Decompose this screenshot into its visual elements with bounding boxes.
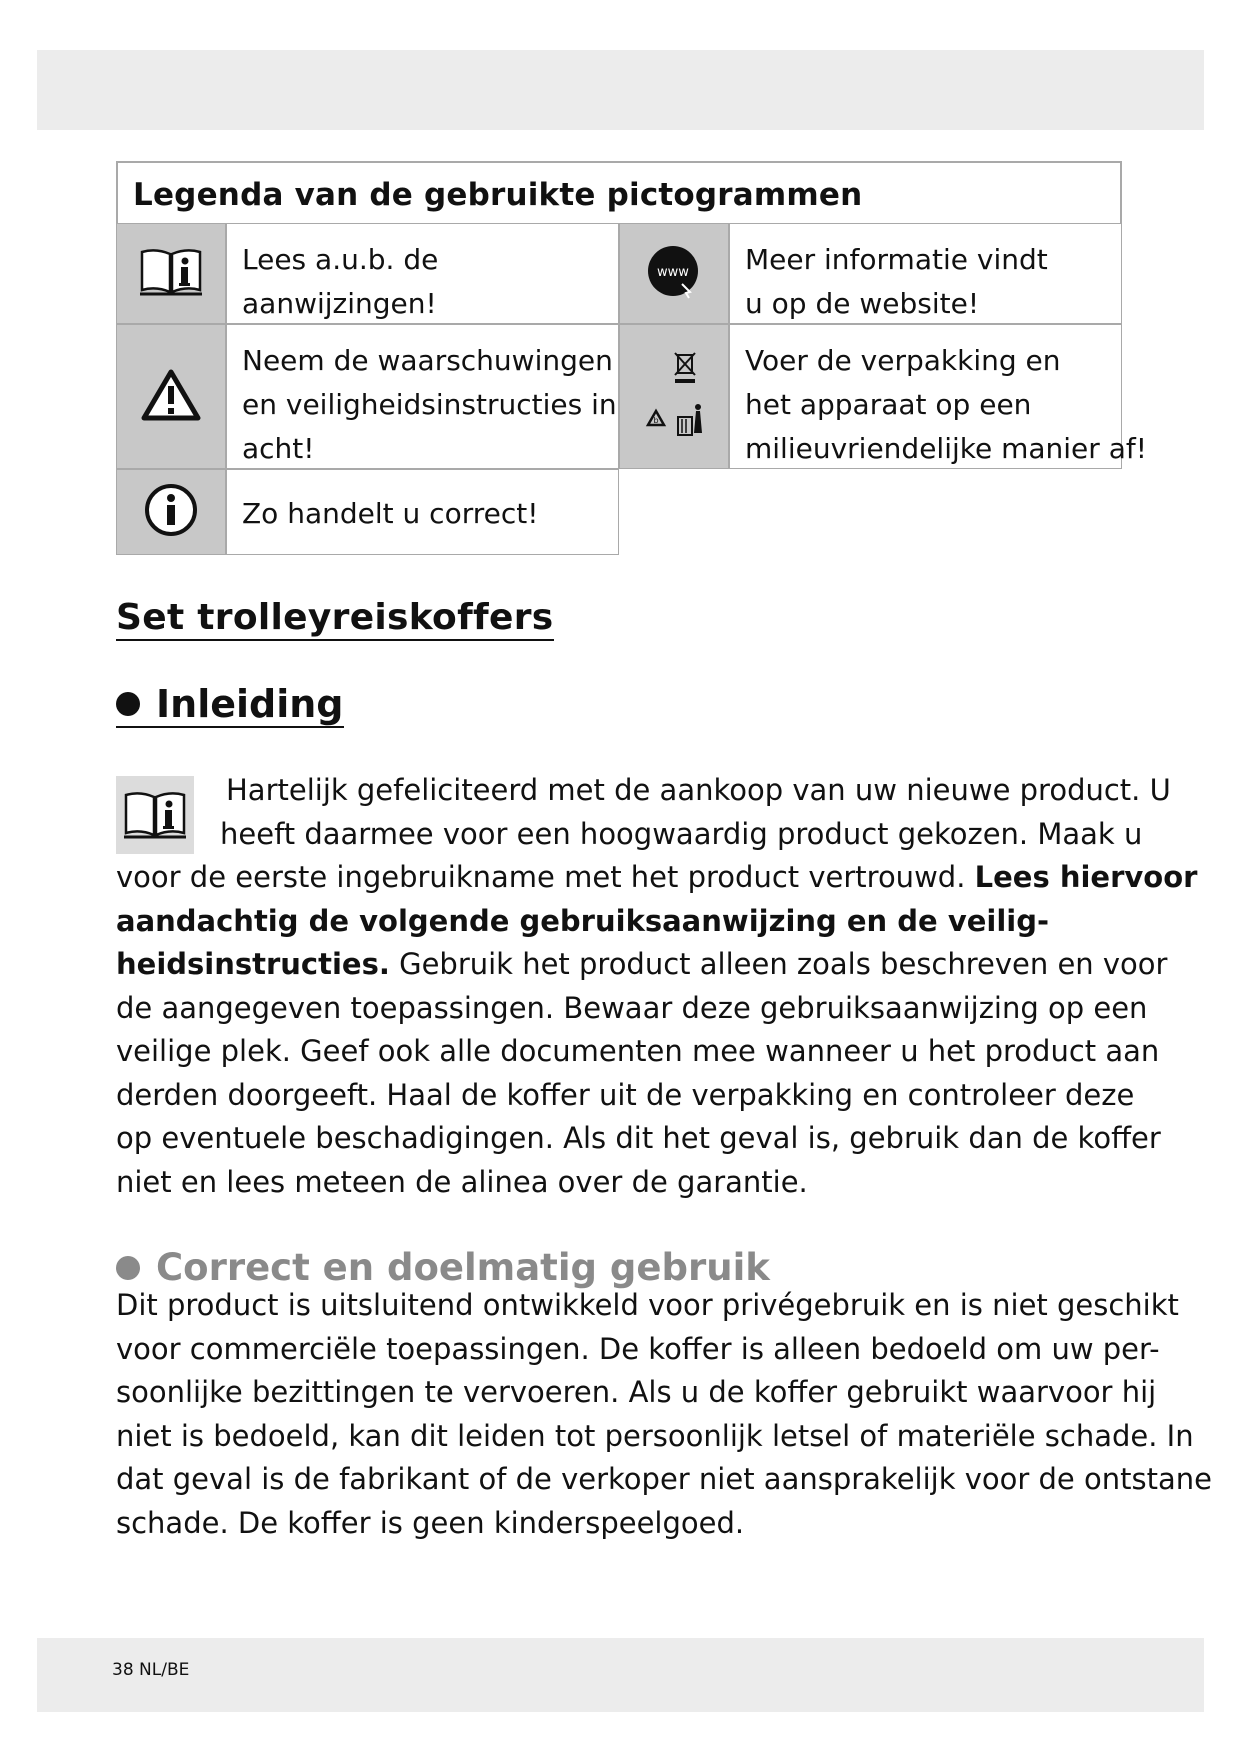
bullet-icon	[116, 1256, 140, 1280]
legend-icon-cell	[116, 223, 226, 324]
section-title: Set trolleyreiskoffers	[116, 597, 554, 641]
svg-text:b: b	[653, 415, 659, 425]
www-icon	[646, 244, 702, 304]
legend-icon-cell	[116, 324, 226, 469]
legend-row	[116, 223, 1122, 324]
legend-row	[116, 324, 1147, 469]
legend-text: Voer de verpakking en het apparaat op een milieuvriendelijke manier af!	[729, 324, 1122, 469]
legend-table	[116, 161, 1147, 555]
heading-inleiding: Inleiding	[116, 682, 344, 728]
info-circle-icon	[143, 482, 199, 542]
legend-icon-cell	[116, 469, 226, 555]
footer-band	[37, 1638, 1204, 1712]
legend-text: Meer informatie vindt u op de website!	[729, 223, 1122, 324]
svg-text:www: www	[657, 264, 689, 280]
header-band	[37, 50, 1204, 130]
legend-text: Zo handelt u correct!	[226, 469, 619, 555]
recycling-disposal-icon	[634, 345, 714, 449]
warning-triangle-icon	[140, 368, 202, 426]
legend-icon-cell	[619, 223, 729, 324]
legend-text: Lees a.u.b. de aanwijzingen!	[226, 223, 619, 324]
intro-paragraph: Hartelijk gefeliciteerd met de aankoop van uw nieuwe product. U heeft daarmee voor een hoogwaardig product gekozen. Maak u voor de eerste ingebruikname met het product vertrouwd. Lees hiervoor aandachtig de volgende gebruiksaanwijzing en de veilig- heidsinstructies. Gebruik het product alleen zoals beschreven en voor de aangegeven toepassingen. Bewaar deze gebruiksaanwijzing op een veilige plek. Geef ook alle documenten mee wanneer u het product aan derden doorgeeft. Haal de koffer uit de verpakking en controleer deze op eventuele beschadigingen. Als dit het geval is, gebruik dan de koffer niet en lees meteen de alinea over de garantie.	[116, 773, 1198, 1199]
page-number: 38 NL/BE	[112, 1660, 190, 1680]
heading-correct-gebruik: Correct en doelmatig gebruik	[116, 1246, 770, 1289]
legend-title: Legenda van de gebruikte pictogrammen	[116, 161, 1122, 223]
correct-paragraph: Dit product is uitsluitend ontwikkeld voor privégebruik en is niet geschikt voor commerciële toepassingen. De koffer is alleen bedoeld om uw per- soonlijke bezittingen te vervoeren. Als u de koffer gebruikt waarvoor hij niet is bedoeld, kan dit leiden tot persoonlijk letsel of materiële schade. In dat geval is de fabrikant of de verkoper niet aansprakelijk voor de ontstane schade. De koffer is geen kinderspeelgoed.	[116, 1288, 1212, 1540]
bullet-icon	[116, 692, 140, 716]
legend-icon-cell	[619, 324, 729, 469]
book-info-icon	[138, 246, 204, 302]
legend-text: Neem de waarschuwingen en veiligheidsinstructies in acht!	[226, 324, 619, 469]
legend-row	[116, 469, 1122, 555]
